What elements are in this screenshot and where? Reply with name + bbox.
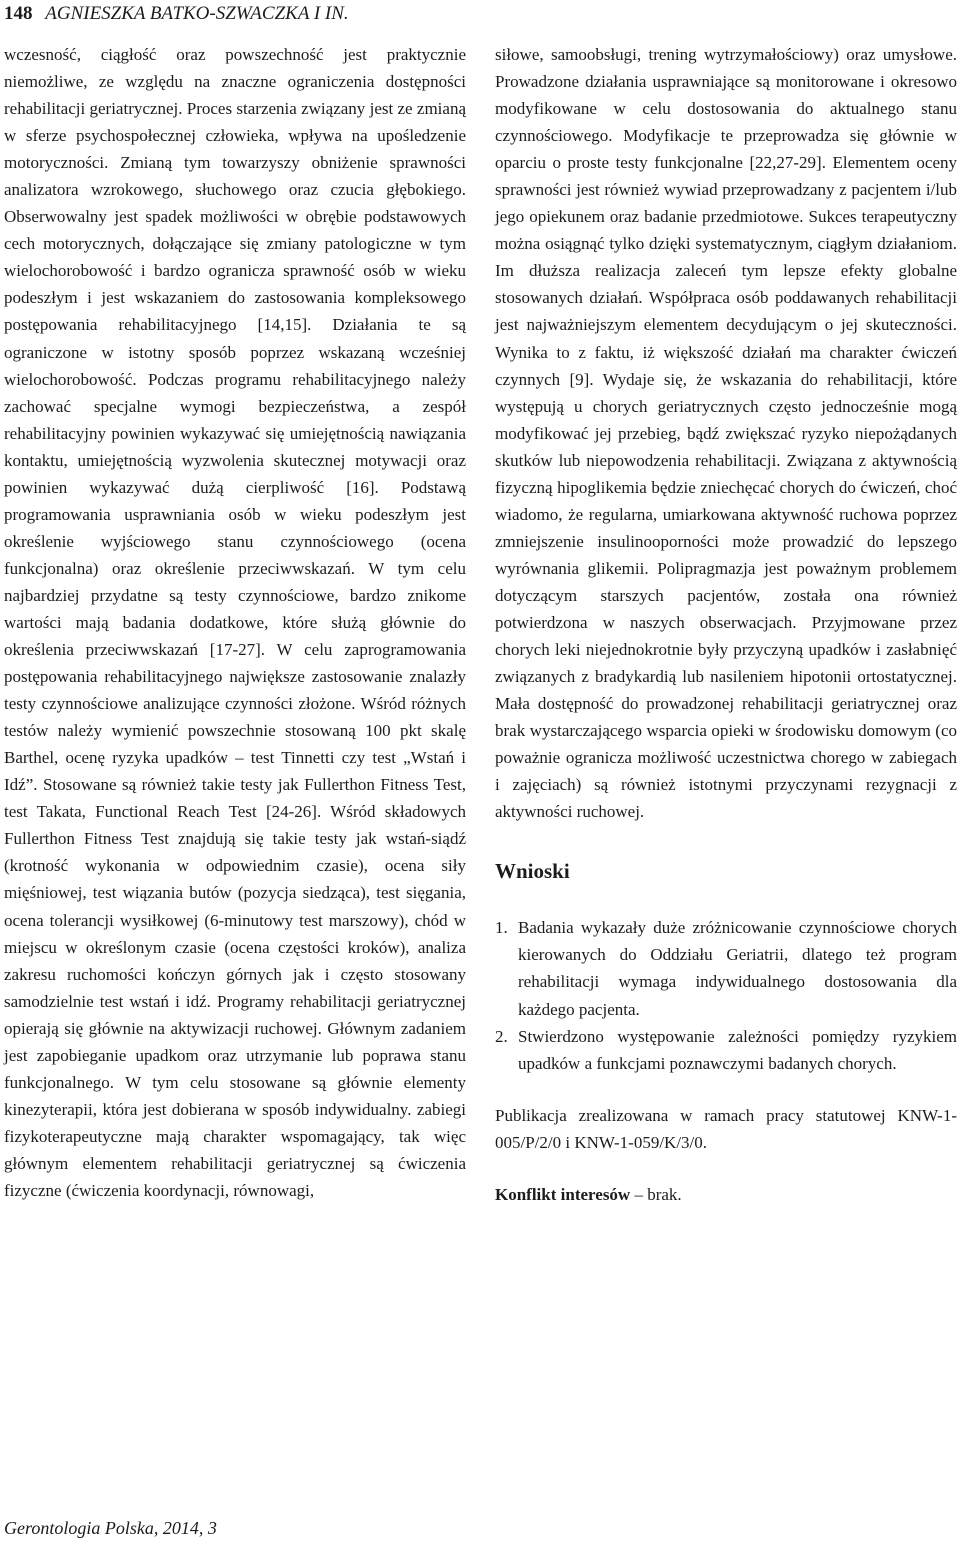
conclusion-text: Stwierdzono występowanie zależności pomiędzy ryzykiem upadków a funkcjami poznawczymi badanych chorych. <box>518 1026 957 1073</box>
funding-note: Publikacja zrealizowana w ramach pracy statutowej KNW-1-005/P/2/0 i KNW-1-059/K/3/0. <box>495 1105 957 1152</box>
left-column <box>4 41 466 1204</box>
right-column <box>495 41 957 1208</box>
conclusion-number: 1. <box>495 918 508 938</box>
conclusion-item <box>495 1023 957 1077</box>
right-column-text: siłowe, samoobsługi, trening wytrzymałościowy) oraz umysłowe. Prowadzone działania usprawniające są monitorowane i okresowo modyfikowane w celu dostosowania do aktualnego stanu czynnościowego. Modyfikacje te przeprowadza się głównie w oparciu o proste testy funkcjonalne [22,27-29]. Elementem oceny sprawności jest również wywiad przeprowadzany z pacjentem i/lub jego opiekunem oraz badanie przedmiotowe. Sukces terapeutyczny można osiągnąć tylko dzięki systematycznym, ciągłym działaniom. Im dłuższa realizacja zaleceń tym lepsze efekty globalne stosowanych działań. Współpraca osób poddawanych rehabilitacji jest najważniejszym elementem decydującym o jej skuteczności. Wynika to z faktu, iż większość działań ma charakter ćwiczeń czynnych [9]. Wydaje się, że wskazania do rehabilitacji, które występują u chorych geriatrycznych często jednocześnie mogą modyfikować jej przebieg, bądź zwiększać ryzyko niepożądanych skutków lub niepowodzenia rehabilitacji. Związana z aktywnością fizyczną hipoglikemia będzie zniechęcać chorych do ćwiczeń, choć wiadomo, że regularna, umiarkowana aktywność ruchowa poprzez zmniejszenie insulinooporności może prowadzić do lepszego wyrównania glikemii. Polipragmazja jest poważnym problemem dotyczącym starszych pacjentów, została ona również potwierdzona w naszych obserwacjach. Przyjmowane przez chorych leki niejednokrotnie były przyczyną upadków i zasłabnięć związanych z bradykardią lub nasileniem hipotonii ortostatycznej. Mała dostępność do prowadzonej rehabilitacji geriatrycznej oraz brak wystarczającego wsparcia opieki w środowisku domowym (co poważnie ogranicza możliwość uczestnictwa chorego w zabiegach i zajęciach) są również istotnymi przyczynami rezygnacji z aktywności ruchowej. <box>495 45 957 822</box>
conflict-value: – brak. <box>630 1184 682 1204</box>
conclusion-number: 2. <box>495 1026 508 1046</box>
conclusion-item <box>495 914 957 1022</box>
page-footer: Gerontologia Polska, 2014, 3 <box>4 1518 217 1538</box>
page-number: 148 <box>4 3 33 24</box>
conclusions-list <box>495 914 957 1076</box>
left-column-text: wczesność, ciągłość oraz powszechność jest praktycznie niemożliwe, ze względu na znaczne ograniczenia dostępności rehabilitacji geriatrycznej. Proces starzenia związany jest ze zmianą w sferze psychospołecznej człowieka, wpływa na upośledzenie motoryczności. Zmianą tym towarzyszy obniżenie sprawności analizatora wzrokowego, słuchowego oraz czucia głębokiego. Obserwowalny jest spadek możliwości w obrębie podstawowych cech motorycznych, dołączające się zmiany patologiczne w tym wielochorobowość i bardzo ogranicza sprawność osób w wieku podeszłym i jest wskazaniem do zastosowania kompleksowego postępowania rehabilitacyjnego [14,15]. Działania te są ograniczone w istotny sposób poprzez wskazaną wcześniej wielochorobowość. Podczas programu rehabilitacyjnego należy zachować specjalne wymogi bezpieczeństwa, a zespół rehabilitacyjny powinien wykazywać się umiejętnością nawiązania kontaktu, umiejętnością wyzwolenia skutecznej motywacji oraz powinien wykazywać dużą cierpliwość [16]. Podstawą programowania usprawniania osób w wieku podeszłym jest określenie wyjściowego stanu czynnościowego (ocena funkcjonalna) oraz określenie przeciwwskazań. W tym celu najbardziej przydatne są testy czynnościowe, bardzo znikome wartości mają badania dodatkowe, które służą głównie do określenia przeciwwskazań [17-27]. W celu zaprogramowania postępowania rehabilitacyjnego największe zastosowanie znalazły testy czynnościowe analizujące czynności złożone. Wśród różnych testów należy wymienić powszechnie stosowaną 100 pkt skalę Barthel, ocenę ryzyka upadków – test Tinnetti czy test „Wstań i Idź”. Stosowane są również takie testy jak Fullerthon Fitness Test, test Takata, Functional Reach Test [24-26]. Wśród składowych Fullerthon Fitness Test znajdują się takie testy jak wstań-siądź (krotność wykonania w odpowiednim czasie), ocena siły mięśniowej, test wiązania butów (pozycja siedząca), test sięgania, ocena tolerancji wysiłkowej (6-minutowy test marszowy), chód w miejscu w określonym czasie (ocena częstości kroków), analiza zakresu ruchomości kończyn górnych jak i często stosowany samodzielnie test wstań i idź. Programy rehabilitacji geriatrycznej opierają się głównie na aktywizacji ruchowej. Głównym zadaniem jest zapobieganie upadkom oraz utrzymanie lub poprawa stanu funkcjonalnego. W tym celu stosowane są głównie elementy kinezyterapii, która jest dobierana w sposób indywidualny. zabiegi fizykoterapeutyczne mają charakter wspomagający, tak więc głównym elementem rehabilitacji geriatrycznej są ćwiczenia fizyczne (ćwiczenia koordynacji, równowagi, <box>4 45 466 1200</box>
conflict-label: Konflikt interesów <box>495 1184 631 1204</box>
section-heading-conclusions: Wnioski <box>495 859 570 884</box>
conflict-of-interest <box>495 1181 957 1208</box>
page-header <box>4 2 349 26</box>
conclusion-text: Badania wykazały duże zróżnicowanie czynnościowe chorych kierowanych do Oddziału Geriatrii, dlatego też program rehabilitacji wymaga indywidualnego dostosowania dla każdego pacjenta. <box>518 918 957 1019</box>
running-head: AGNIESZKA BATKO-SZWACZKA I IN. <box>45 3 349 24</box>
